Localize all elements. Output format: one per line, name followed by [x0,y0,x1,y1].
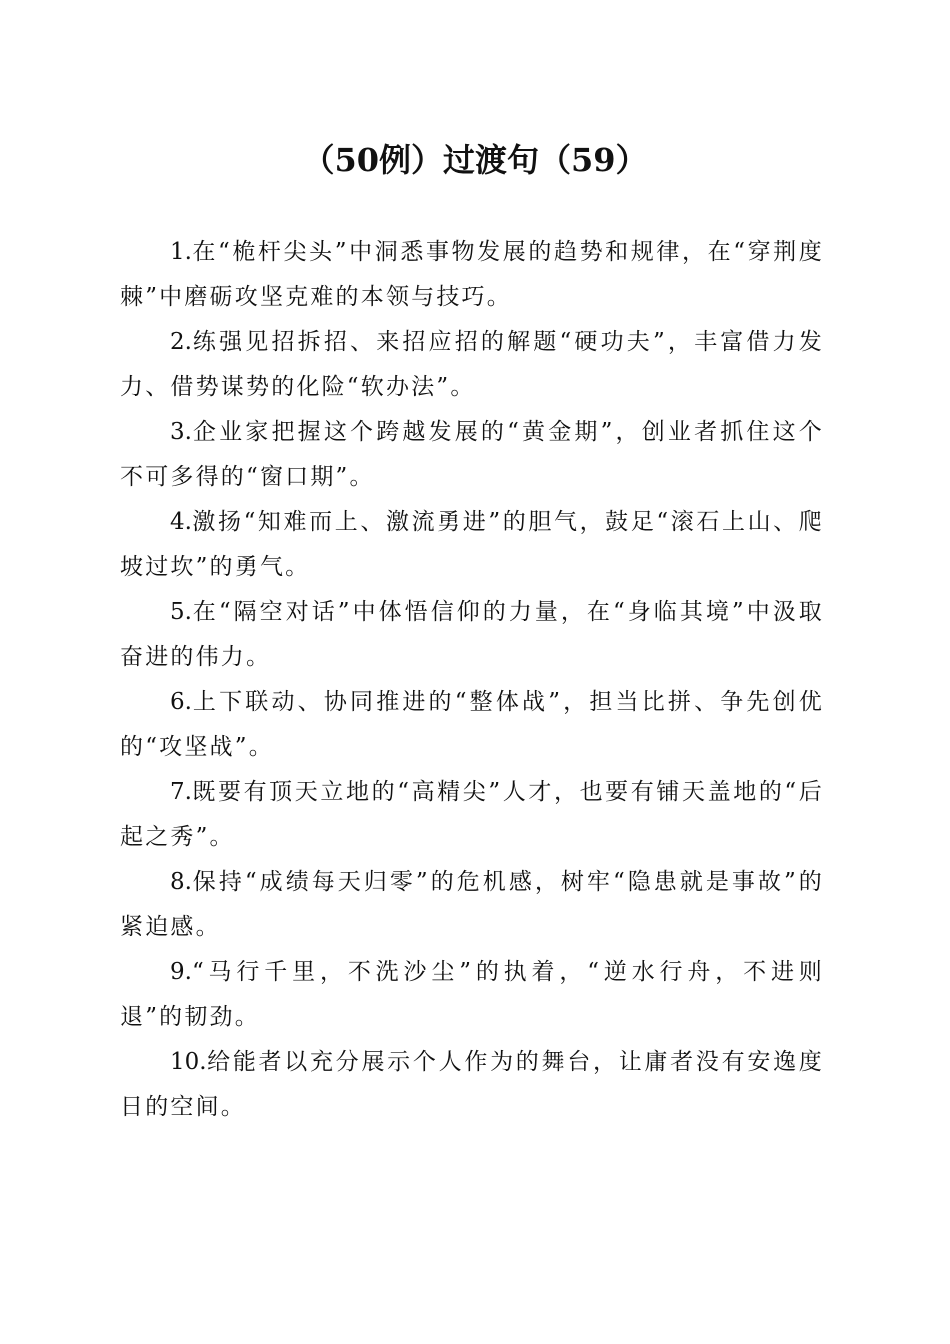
list-item [120,680,824,770]
list-item [120,590,824,680]
item-text: “马行千里，不洗沙尘”的执着，“逆水行舟，不进则退”的韧劲。 [120,959,824,1030]
item-number: 3. [170,419,192,445]
item-number: 10. [170,1049,207,1075]
list-item [120,950,824,1040]
document-title: （50例）过渡句（59） [302,141,648,179]
item-number: 5. [170,599,192,625]
item-number: 7. [170,779,192,805]
item-number: 9. [170,959,192,985]
item-text: 上下联动、协同推进的“整体战”，担当比拼、争先创优的“攻坚战”。 [120,689,824,760]
item-text: 既要有顶天立地的“高精尖”人才，也要有铺天盖地的“后起之秀”。 [120,779,824,850]
item-text: 企业家把握这个跨越发展的“黄金期”，创业者抓住这个不可多得的“窗口期”。 [120,419,824,490]
item-text: 保持“成绩每天归零”的危机感，树牢“隐患就是事故”的紧迫感。 [120,869,824,940]
item-text: 练强见招拆招、来招应招的解题“硬功夫”，丰富借力发力、借势谋势的化险“软办法”。 [120,329,824,400]
list-item [120,410,824,500]
list-item [120,320,824,410]
item-text: 在“桅杆尖头”中洞悉事物发展的趋势和规律，在“穿荆度棘”中磨砺攻坚克难的本领与技巧。 [120,239,824,310]
list-item [120,770,824,860]
item-number: 6. [170,689,192,715]
list-item [120,1040,824,1130]
item-number: 8. [170,869,192,895]
item-text: 激扬“知难而上、激流勇进”的胆气，鼓足“滚石上山、爬坡过坎”的勇气。 [120,509,824,580]
list-item [120,860,824,950]
item-number: 2. [170,329,192,355]
document-body [120,230,824,1130]
list-item [120,230,824,320]
list-item [120,500,824,590]
item-number: 1. [170,239,192,265]
item-text: 给能者以充分展示个人作为的舞台，让庸者没有安逸度日的空间。 [120,1049,824,1120]
item-number: 4. [170,509,192,535]
item-text: 在“隔空对话”中体悟信仰的力量，在“身临其境”中汲取奋进的伟力。 [120,599,824,670]
